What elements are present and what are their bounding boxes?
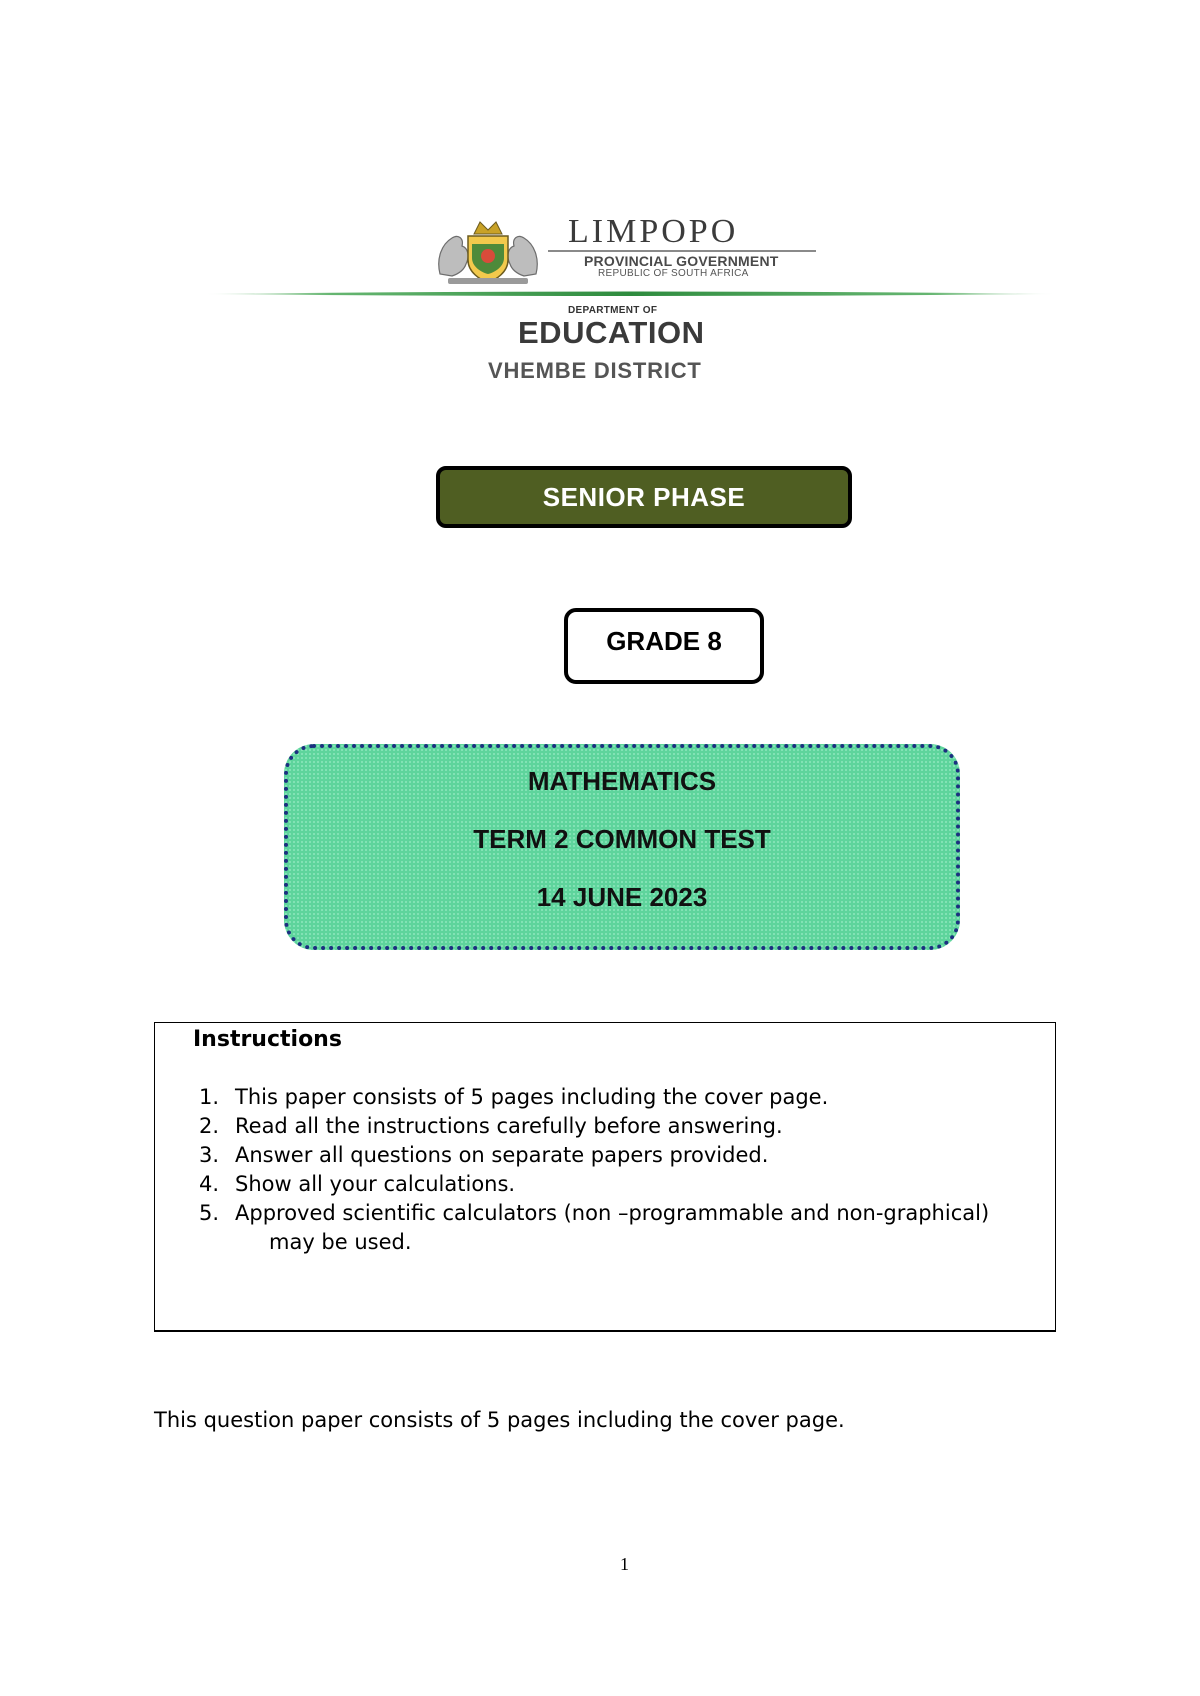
subject-box [284, 744, 960, 950]
item-number: 2. [199, 1114, 220, 1138]
list-item [193, 1112, 1015, 1141]
item-number: 3. [199, 1143, 220, 1167]
logo-divider [548, 250, 816, 252]
item-text: Approved scientific calculators (non –programmable and non-graphical) [235, 1201, 990, 1225]
list-item [193, 1083, 1015, 1112]
test-date: 14 JUNE 2023 [536, 882, 708, 912]
subject-title: MATHEMATICS [527, 766, 717, 796]
item-number: 5. [199, 1201, 220, 1225]
item-text-continuation: may be used. [269, 1230, 412, 1254]
item-text: Read all the instructions carefully before answering. [235, 1114, 783, 1138]
instructions-heading: Instructions [193, 1027, 342, 1052]
provincial-government-label: PROVINCIAL GOVERNMENT [584, 253, 779, 269]
grade-box: GRADE 8 [564, 608, 764, 684]
item-text-multiline [235, 1199, 1015, 1257]
department-of-label: DEPARTMENT OF [568, 305, 658, 316]
instructions-box [154, 1022, 1056, 1332]
item-text: This paper consists of 5 pages including the cover page. [235, 1085, 829, 1109]
item-number: 1. [199, 1085, 220, 1109]
district-label: VHEMBE DISTRICT [488, 358, 702, 383]
green-swoosh-line [204, 286, 1056, 296]
test-name: TERM 2 COMMON TEST [473, 824, 771, 854]
senior-phase-banner: SENIOR PHASE [436, 466, 852, 528]
item-text: Show all your calculations. [235, 1172, 516, 1196]
footer-note: This question paper consists of 5 pages including the cover page. [154, 1408, 845, 1432]
list-item [193, 1141, 1015, 1170]
logo-title: LIMPOPO [568, 213, 739, 250]
education-label: EDUCATION [518, 315, 705, 350]
republic-label: REPUBLIC OF SOUTH AFRICA [598, 268, 749, 279]
item-number: 4. [199, 1172, 220, 1196]
list-item [193, 1199, 1015, 1257]
page-number: 1 [620, 1554, 629, 1574]
list-item [193, 1170, 1015, 1199]
instructions-list [193, 1083, 1015, 1257]
coat-of-arms-logo [434, 214, 542, 286]
item-text: Answer all questions on separate papers provided. [235, 1143, 769, 1167]
